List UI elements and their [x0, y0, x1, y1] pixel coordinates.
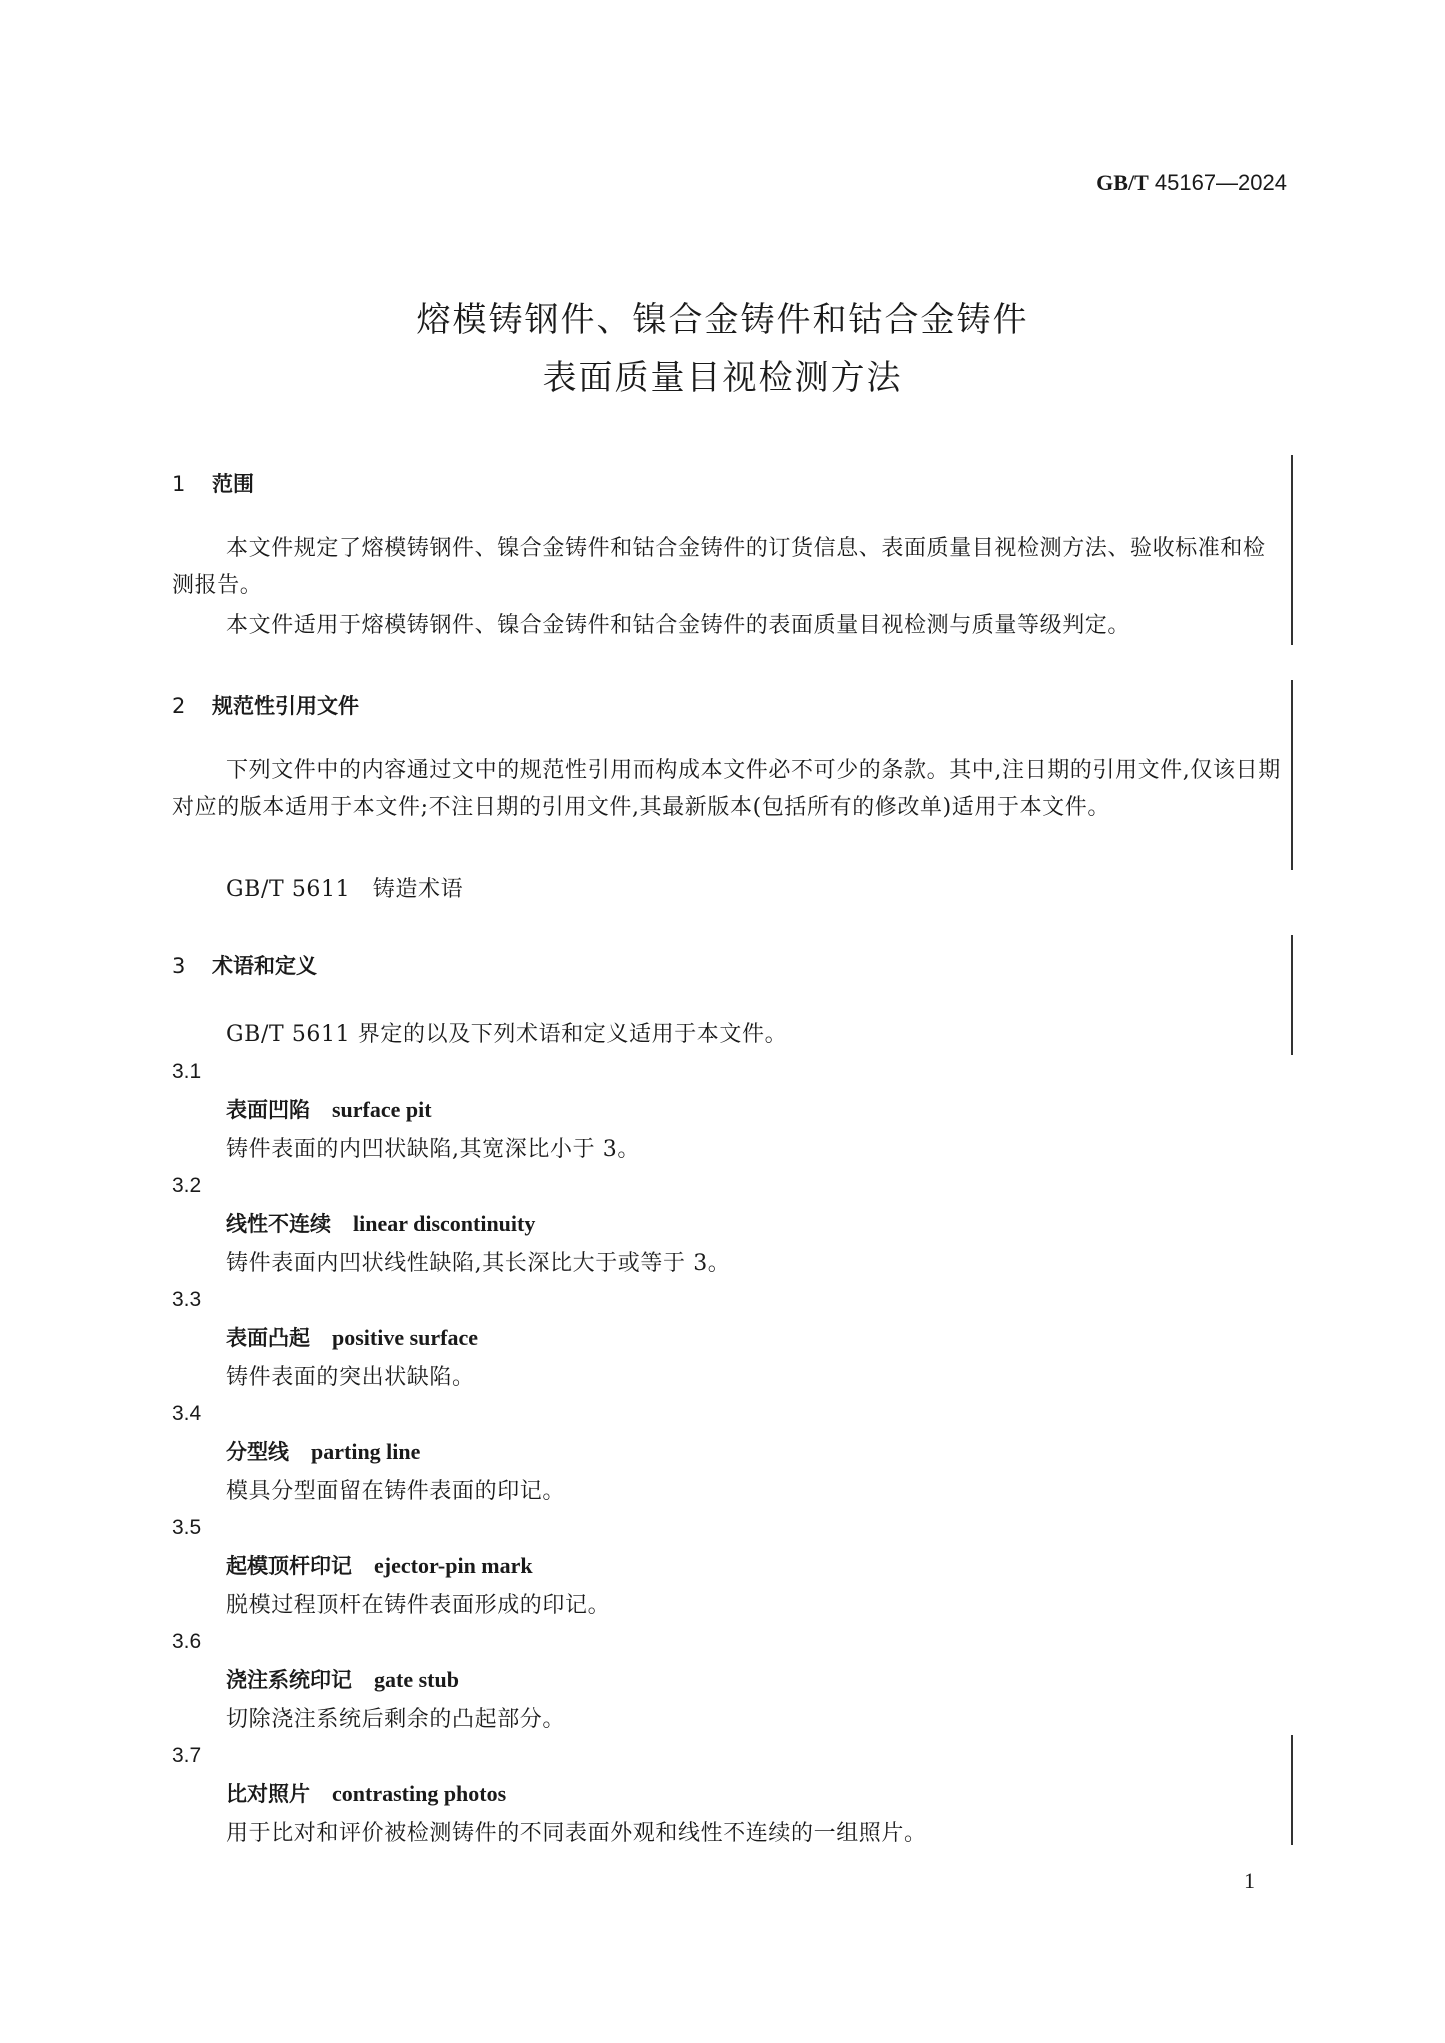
term-heading — [226, 1094, 432, 1124]
change-bar — [1291, 455, 1293, 645]
term-heading — [226, 1664, 459, 1694]
term-zh: 表面凹陷 — [226, 1098, 310, 1122]
term-zh: 分型线 — [226, 1440, 289, 1464]
term-definition: 铸件表面内凹状线性缺陷,其长深比大于或等于 3。 — [226, 1251, 731, 1276]
section-1-heading — [172, 468, 254, 498]
section-title: 规范性引用文件 — [212, 694, 359, 718]
page-number: 1 — [1244, 1868, 1255, 1893]
term-heading — [226, 1208, 535, 1238]
section-title: 范围 — [212, 472, 254, 496]
term-zh: 浇注系统印记 — [226, 1668, 352, 1692]
term-heading — [226, 1550, 533, 1580]
term-number: 3.6 — [172, 1630, 202, 1653]
term-number: 3.7 — [172, 1744, 202, 1767]
term-number: 3.2 — [172, 1174, 202, 1197]
section-1-paragraph-1: 本文件规定了熔模铸钢件、镍合金铸件和钴合金铸件的订货信息、表面质量目视检测方法、验收标准和检测报告。 — [172, 536, 1266, 598]
normative-reference: GB/T 5611 铸造术语 — [226, 877, 464, 902]
document-title-line1: 熔模铸钢件、镍合金铸件和钴合金铸件 — [416, 300, 1029, 340]
term-en: contrasting photos — [332, 1781, 507, 1806]
term-number: 3.5 — [172, 1516, 202, 1539]
term-heading — [226, 1322, 478, 1352]
term-zh: 线性不连续 — [226, 1212, 331, 1236]
section-1-paragraph-2: 本文件适用于熔模铸钢件、镍合金铸件和钴合金铸件的表面质量目视检测与质量等级判定。 — [226, 613, 1131, 638]
term-en: positive surface — [332, 1325, 479, 1350]
change-bar — [1291, 680, 1293, 870]
term-number: 3.1 — [172, 1060, 202, 1083]
section-2-heading — [172, 690, 359, 720]
section-3-paragraph-1: GB/T 5611 界定的以及下列术语和定义适用于本文件。 — [226, 1022, 788, 1047]
term-en: parting line — [311, 1439, 421, 1464]
section-2-paragraph-1: 下列文件中的内容通过文中的规范性引用而构成本文件必不可少的条款。其中,注日期的引用文件,仅该日期对应的版本适用于本文件;不注日期的引用文件,其最新版本(包括所有的修改单)适用于本文件。 — [172, 758, 1281, 820]
term-definition: 模具分型面留在铸件表面的印记。 — [226, 1479, 566, 1504]
term-zh: 表面凸起 — [226, 1326, 310, 1350]
section-number: 2 — [172, 694, 186, 718]
section-number: 1 — [172, 472, 186, 496]
standard-number: 45167—2024 — [1154, 170, 1287, 195]
term-definition: 脱模过程顶杆在铸件表面形成的印记。 — [226, 1593, 611, 1618]
change-bar — [1291, 1735, 1293, 1845]
standard-code — [1096, 170, 1287, 196]
change-bar — [1291, 935, 1293, 1055]
term-en: gate stub — [374, 1667, 459, 1692]
standard-prefix: GB/T — [1096, 170, 1149, 195]
term-en: surface pit — [332, 1097, 432, 1122]
section-title: 术语和定义 — [212, 954, 317, 978]
term-en: ejector-pin mark — [374, 1553, 533, 1578]
section-3-heading — [172, 950, 317, 980]
term-definition: 用于比对和评价被检测铸件的不同表面外观和线性不连续的一组照片。 — [226, 1821, 927, 1846]
term-definition: 铸件表面的内凹状缺陷,其宽深比小于 3。 — [226, 1137, 640, 1162]
term-heading — [226, 1778, 506, 1808]
term-number: 3.4 — [172, 1402, 202, 1425]
document-title-line2: 表面质量目视检测方法 — [542, 358, 903, 398]
term-number: 3.3 — [172, 1288, 202, 1311]
term-heading — [226, 1436, 420, 1466]
term-zh: 起模顶杆印记 — [226, 1554, 352, 1578]
term-definition: 切除浇注系统后剩余的凸起部分。 — [226, 1707, 566, 1732]
section-number: 3 — [172, 954, 186, 978]
term-en: linear discontinuity — [353, 1211, 536, 1236]
term-zh: 比对照片 — [226, 1782, 310, 1806]
term-definition: 铸件表面的突出状缺陷。 — [226, 1365, 475, 1390]
